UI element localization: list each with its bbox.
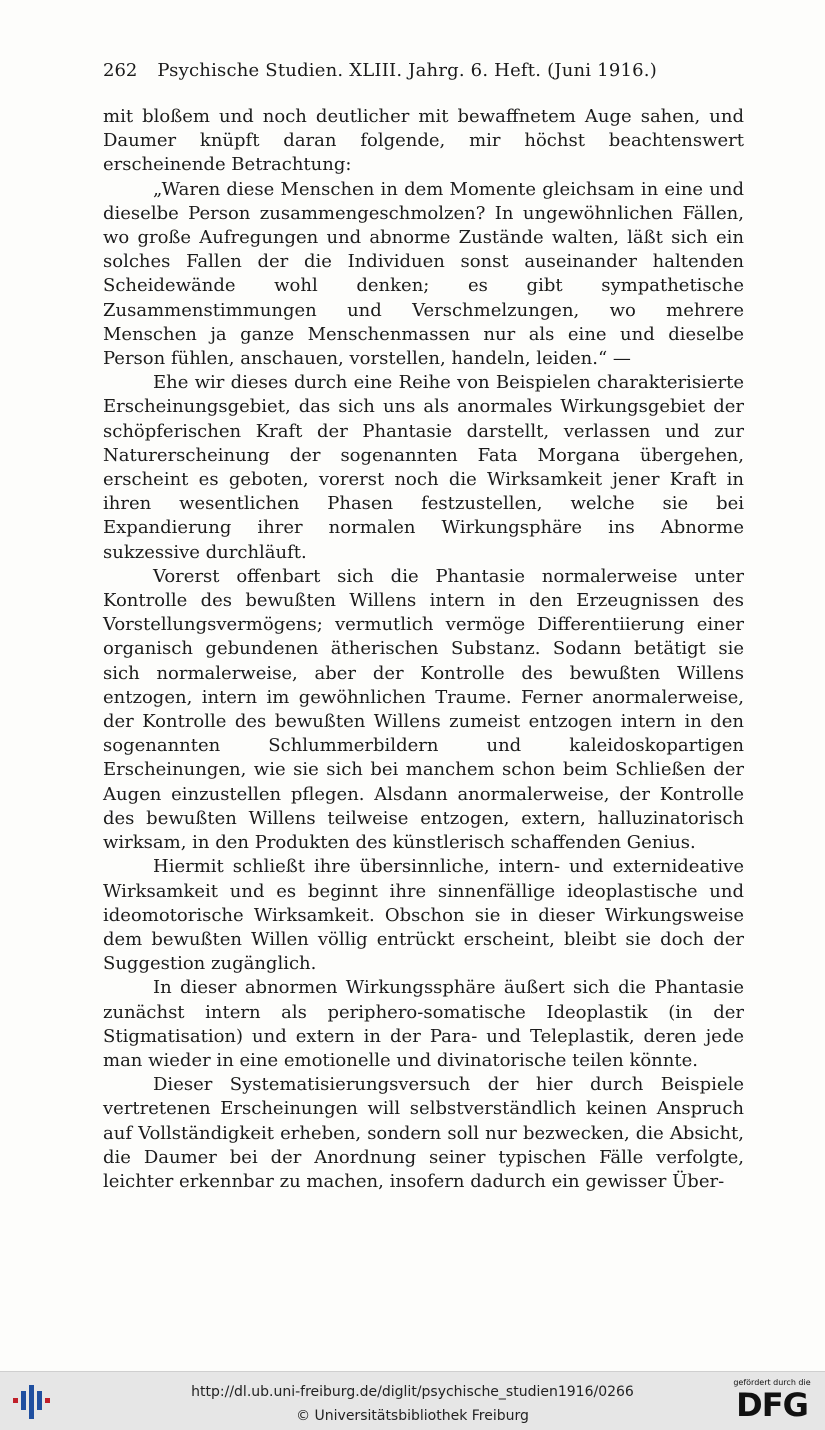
paragraph: In dieser abnormen Wirkungssphäre äußert sich die Phantasie zunächst intern als periphero-somatische Ideoplastik (in der Stigmatisation) und extern in der Para- und Teleplastik, deren jede man wieder in eine emotionelle und divinatorische teilen könnte.: [103, 977, 744, 1071]
paragraph: mit bloßem und noch deutlicher mit bewaffnetem Auge sahen, und Daumer knüpft daran folgende, mir höchst beachtenswert erscheinende Betrachtung:: [103, 106, 744, 176]
source-url[interactable]: http://dl.ub.uni-freiburg.de/diglit/psychische_studien1916/0266: [191, 1384, 634, 1400]
dfg-logo: [729, 1378, 815, 1426]
paragraph: Ehe wir dieses durch eine Reihe von Beispielen charakterisierte Erscheinungsgebiet, das sich uns als anormales Wirkungsgebiet der schöpferischen Kraft der Phantasie darstellt, verlassen und zur Naturerscheinung der sogenannten Fata Morgana übergehen, erscheint es geboten, vorerst noch die Wirksamkeit jener Kraft in ihren wesentlichen Phasen festzustellen, welche sie bei Expandierung ihrer normalen Wirkungsphäre ins Abnorme sukzessive durchläuft.: [103, 372, 744, 563]
body-text: [103, 105, 744, 1194]
running-title: Psychische Studien. XLIII. Jahrg. 6. Heft. (Juni 1916.): [157, 60, 657, 81]
dfg-wordmark: DFG: [736, 1386, 808, 1424]
paragraph: Hiermit schließt ihre übersinnliche, intern- und externideative Wirksamkeit und es beginnt ihre sinnenfällige ideoplastische und ideomotorische Wirksamkeit. Obschon sie in dieser Wirkungsweise dem bewußten Willen völlig entrückt erscheint, bleibt sie doch der Suggestion zugänglich.: [103, 856, 744, 975]
paragraph: „Waren diese Menschen in dem Momente gleichsam in eine und dieselbe Person zusammengeschmolzen? In ungewöhnlichen Fällen, wo große Aufregungen und abnorme Zustände walten, läßt sich ein solches Fallen der die Individuen sonst auseinander haltenden Scheidewände wohl denken; es gibt sympathetische Zusammenstimmungen und Verschmelzungen, wo mehrere Menschen ja ganze Menschenmassen nur als eine und dieselbe Person fühlen, anschauen, vorstellen, handeln, leiden.“ —: [103, 178, 744, 370]
page-number: 262: [103, 60, 138, 81]
paragraph: Dieser Systematisierungsversuch der hier durch Beispiele vertretenen Erscheinungen will selbstverständlich keinen Anspruch auf Vollständigkeit erheben, sondern soll nur bezwecken, die Absicht, die Daumer bei der Anordnung seiner typischen Fälle verfolgte, leichter erkennbar zu machen, insofern dadurch ein gewisser Über-: [103, 1074, 744, 1192]
running-header: [103, 60, 721, 88]
footer-bar: [0, 1371, 825, 1430]
paragraph: Vorerst offenbart sich die Phantasie normalerweise unter Kontrolle des bewußten Willens intern in den Erzeugnissen des Vorstellungsvermögens; vermutlich vermöge Differentiierung einer organisch gebundenen ätherischen Substanz. Sodann betätigt sie sich normalerweise, aber der Kontrolle des bewußten Willens entzogen, intern im gewöhnlichen Traume. Ferner anormalerweise, der Kontrolle des bewußten Willens zumeist entzogen intern in den sogenannten Schlummerbildern und kaleidoskopartigen Erscheinungen, wie sie sich bei manchem schon beim Schließen der Augen einzustellen pflegen. Alsdann anormalerweise, der Kontrolle des bewußten Willens teilweise entzogen, extern, halluzinatorisch wirksam, in den Produkten des künstlerisch schaffenden Genius.: [103, 565, 744, 854]
copyright-notice: © Universitätsbibliothek Freiburg: [296, 1408, 529, 1424]
dfg-tagline: gefördert durch die: [733, 1378, 811, 1387]
